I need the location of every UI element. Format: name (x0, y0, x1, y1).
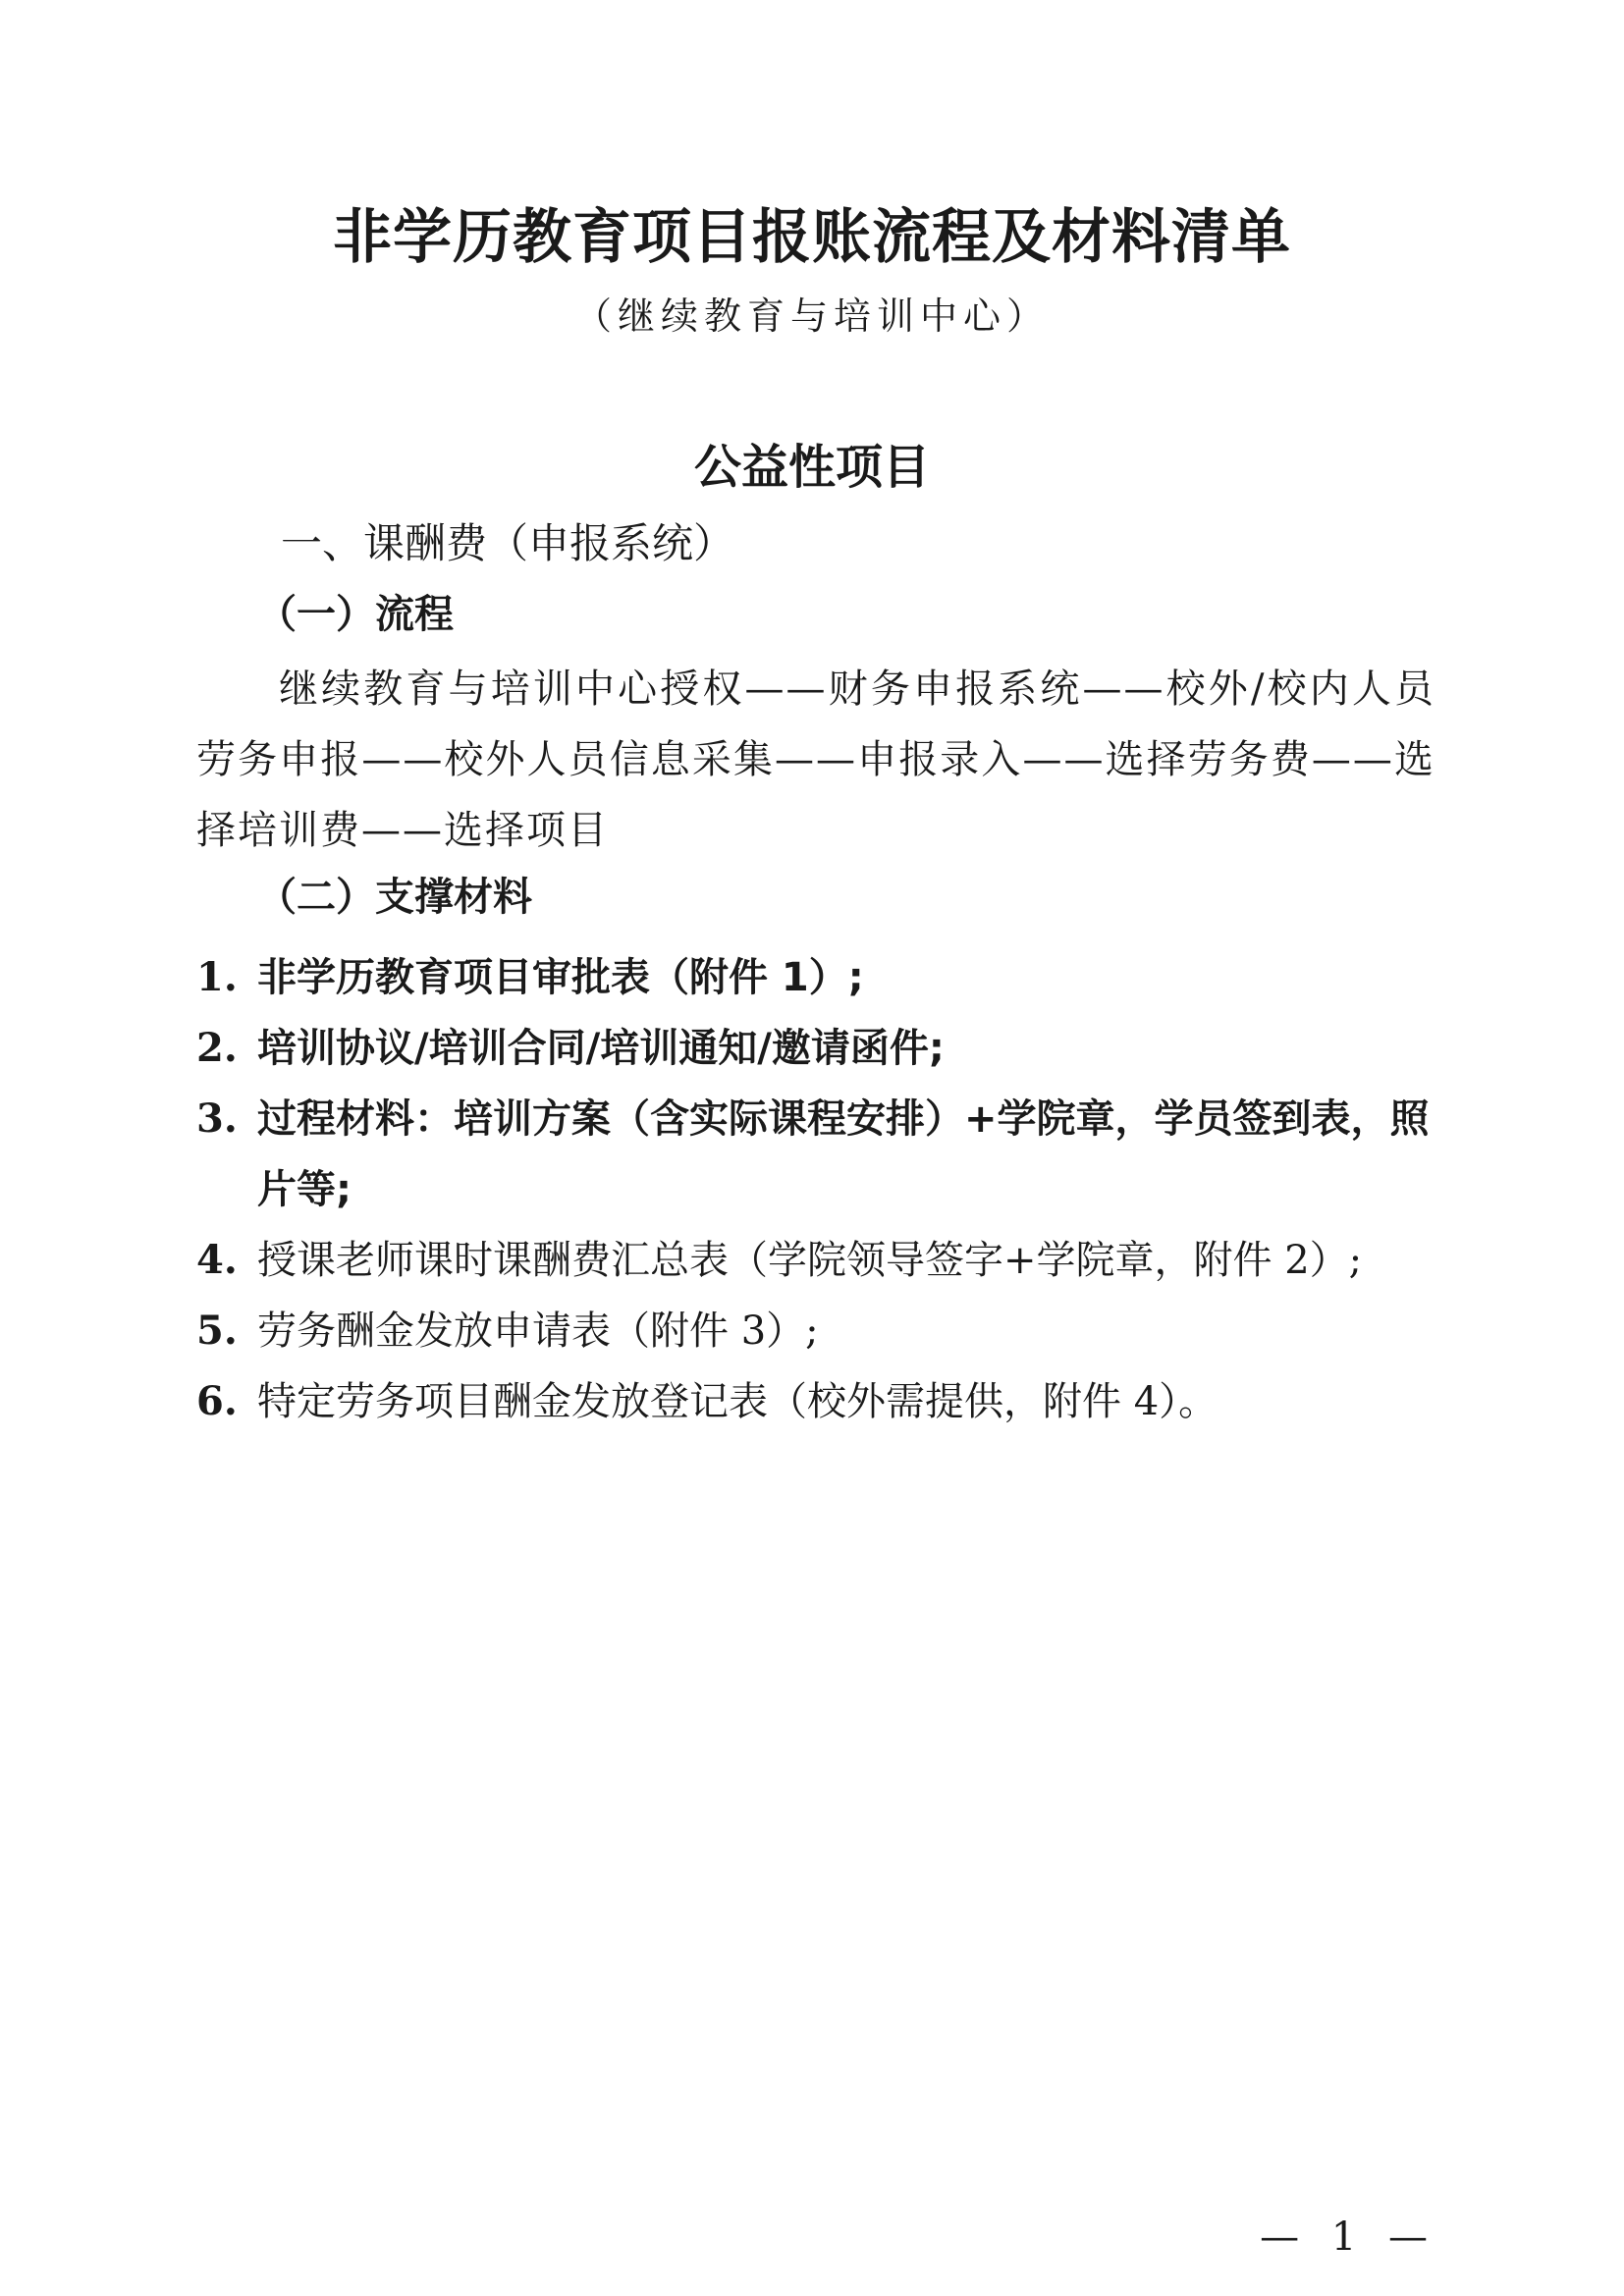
list-item (196, 1296, 1443, 1366)
list-item-text: 特定劳务项目酬金发放登记表（校外需提供，附件 4）。 (257, 1379, 1218, 1424)
list-item-number: 4. (196, 1237, 238, 1283)
list-item-text: 培训协议/培训合同/培训通知/邀请函件; (257, 1026, 945, 1071)
list-item-text: 劳务酬金发放申请表（附件 3）; (257, 1308, 819, 1354)
materials-list (196, 942, 1443, 1437)
list-item-number: 2. (196, 1025, 238, 1071)
list-item (196, 942, 1443, 1013)
list-item-number: 1. (196, 954, 238, 1000)
list-item-text: 授课老师课时课酬费汇总表（学院领导签字+学院章，附件 2）; (257, 1238, 1363, 1283)
document-title: 非学历教育项目报账流程及材料清单 (333, 203, 1291, 272)
subheading-process: （一）流程 (257, 592, 454, 637)
list-item-number: 6. (196, 1378, 238, 1424)
section-title: 公益性项目 (693, 440, 930, 495)
list-item-text: 过程材料：培训方案（含实际课程安排）+学院章，学员签到表，照片等; (257, 1096, 1430, 1212)
list-item-text: 非学历教育项目审批表（附件 1）; (257, 955, 864, 1000)
list-item (196, 1366, 1443, 1437)
list-item-number: 5. (196, 1308, 238, 1354)
document-subtitle: （继续教育与培训中心） (573, 294, 1050, 338)
list-item (196, 1084, 1443, 1225)
list-item (196, 1225, 1443, 1296)
page-number: — 1 — (1260, 2215, 1437, 2260)
list-item (196, 1013, 1443, 1084)
list-item-number: 3. (196, 1095, 238, 1142)
heading-course-fee: 一、课酬费（申报系统） (281, 519, 735, 567)
process-paragraph: 继续教育与培训中心授权——财务申报系统——校外/校内人员劳务申报——校外人员信息采集——申报录入——选择劳务费——选择培训费——选择项目 (196, 667, 1435, 853)
subheading-materials: （二）支撑材料 (257, 875, 532, 920)
